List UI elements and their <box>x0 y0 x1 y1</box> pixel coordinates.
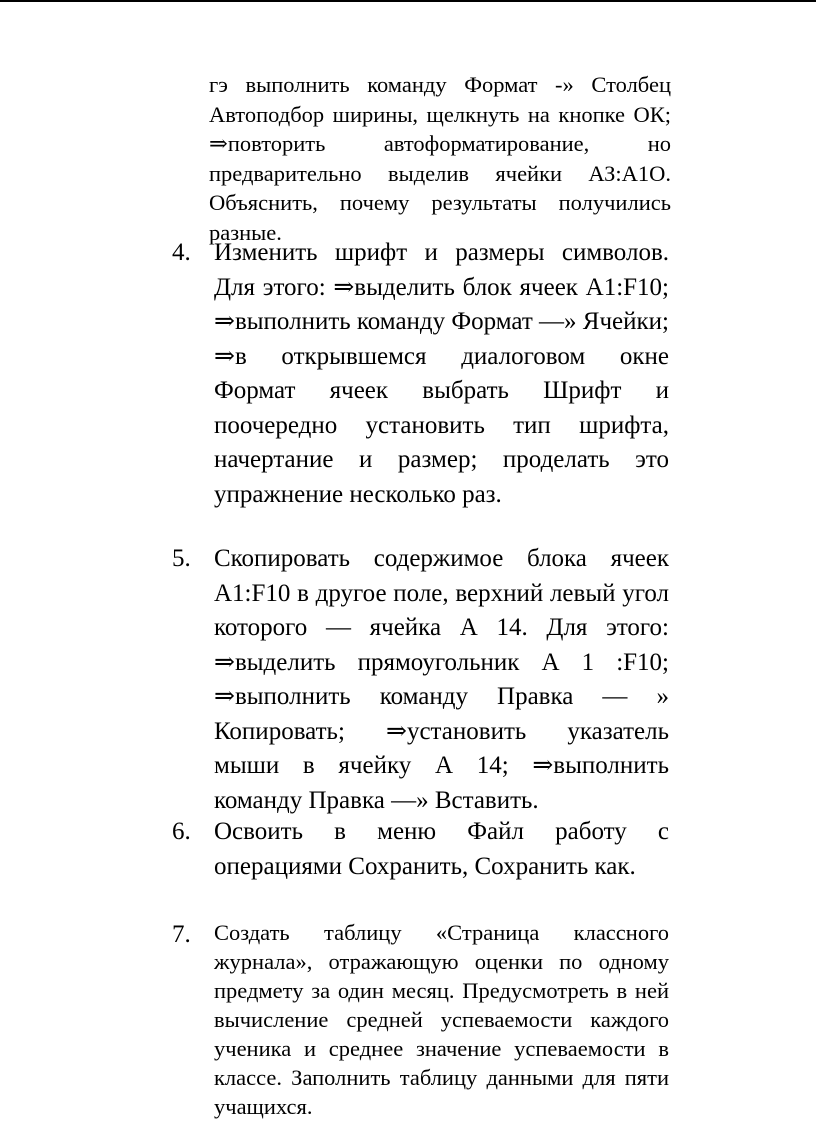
intro-paragraph: гэ выполнить команду Формат -» Столбец Автоподбор ширины, щелкнуть на кнопке ОК; ⇒повторить автоформатирование, но предварительно выделив ячейки АЗ:А1О. Объяснить, почему результаты получились разные. <box>209 72 671 245</box>
list-item-text: Создать таблицу «Страница классного журнала», отражающую оценки по одному предмету за один месяц. Предусмотреть в ней вычисление средней успеваемости каждого ученика и среднее значение успеваемости в классе. Заполнить таблицу данными для пяти учащихся. <box>214 920 669 1119</box>
list-item-text: Освоить в меню Файл работу с операциями Сохранить, Сохранить как. <box>214 818 669 880</box>
list-item-number: 6. <box>172 818 191 845</box>
list-item-number: 5. <box>172 545 191 572</box>
list-item-number: 4. <box>172 239 191 266</box>
list-item-text: Изменить шрифт и размеры символов. Для этого: ⇒выделить блок ячеек А1:F10; ⇒выполнить команду Формат —» Ячейки; ⇒в открывшемся диалоговом окне Формат ячеек выбрать Шрифт и поочередно установить тип шрифта, начертание и размер; проделать это упражнение несколько раз. <box>214 239 669 508</box>
list-item-text: Скопировать содержимое блока ячеек А1:F10 в другое поле, верхний левый угол которого — ячейка А 14. Для этого: ⇒выделить прямоугольник А 1 :F10; ⇒выполнить команду Правка — » Копировать; ⇒установить указатель мыши в ячейку А 14; ⇒выполнить команду Правка —» Вставить. <box>214 545 669 814</box>
list-item-number: 7. <box>172 921 191 948</box>
